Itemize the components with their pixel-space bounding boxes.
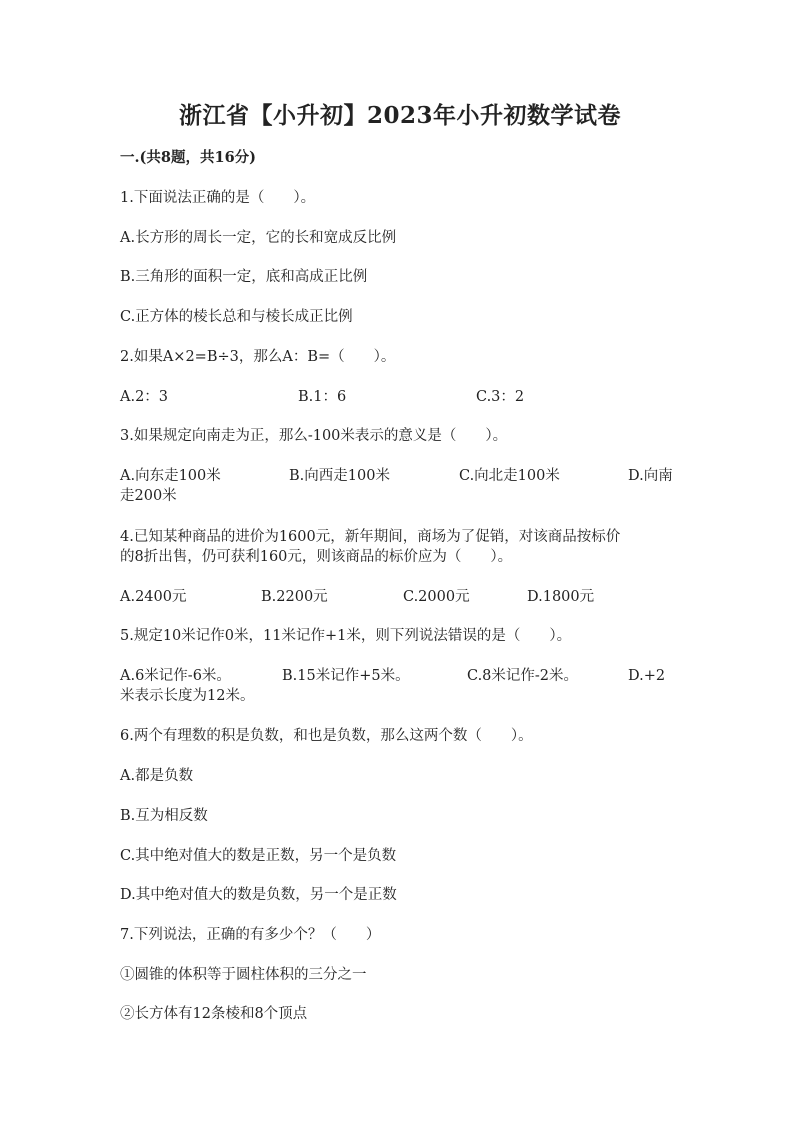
question-3-stem: 3.如果规定向南走为正，那么-100米表示的意义是（ ）。: [120, 428, 508, 444]
question-3-option-b: B.向西走100米: [289, 468, 390, 484]
question-7-stem: 7.下列说法，正确的有多少个？（ ）: [120, 927, 381, 943]
question-6-option-a: A.都是负数: [120, 768, 194, 784]
question-3-option-d: D.向南: [628, 468, 673, 484]
question-6-option-c: C.其中绝对值大的数是正数，另一个是负数: [120, 848, 397, 864]
page-title: 浙江省【小升初】2023年小升初数学试卷: [178, 102, 621, 129]
question-4-stem-line-1: 4.已知某种商品的进价为1600元，新年期间，商场为了促销，对该商品按标价: [120, 529, 621, 545]
question-3-option-c: C.向北走100米: [459, 468, 560, 484]
question-6-option-d: D.其中绝对值大的数是负数，另一个是正数: [120, 887, 397, 903]
question-2-option-a: A.2：3: [120, 389, 169, 405]
question-1-option-b: B.三角形的面积一定，底和高成正比例: [120, 269, 368, 285]
section-heading: 一.(共8题，共16分): [120, 149, 257, 166]
question-6-stem: 6.两个有理数的积是负数，和也是负数，那么这两个数（ ）。: [120, 728, 533, 744]
question-2-stem: 2.如果A×2=B÷3，那么A：B=（ ）。: [120, 349, 396, 365]
question-6-option-b: B.互为相反数: [120, 808, 208, 824]
question-5-option-d-continued: 米表示长度为12米。: [120, 688, 255, 704]
question-1-option-a: A.长方形的周长一定，它的长和宽成反比例: [120, 230, 397, 246]
question-5-option-a: A.6米记作-6米。: [120, 668, 231, 684]
question-3-option-d-continued: 走200米: [120, 488, 177, 504]
question-7-statement-1: ①圆锥的体积等于圆柱体积的三分之一: [120, 967, 367, 983]
question-5-option-b: B.15米记作+5米。: [282, 668, 410, 684]
question-4-option-b: B.2200元: [261, 589, 328, 605]
question-5-option-c: C.8米记作-2米。: [467, 668, 579, 684]
question-4-option-a: A.2400元: [120, 589, 187, 605]
question-7-statement-2: ②长方体有12条棱和8个顶点: [120, 1006, 308, 1022]
question-1-stem: 1.下面说法正确的是（ ）。: [120, 190, 316, 206]
question-5-option-d: D.+2: [628, 668, 666, 684]
question-2-option-c: C.3：2: [476, 389, 525, 405]
question-3-option-a: A.向东走100米: [120, 468, 221, 484]
question-4-stem-line-2: 的8折出售，仍可获利160元，则该商品的标价应为（ ）。: [120, 549, 513, 565]
question-1-option-c: C.正方体的棱长总和与棱长成正比例: [120, 309, 353, 325]
question-5-stem: 5.规定10米记作0米，11米记作+1米，则下列说法错误的是（ ）。: [120, 628, 572, 644]
question-2-option-b: B.1：6: [298, 389, 347, 405]
question-4-option-d: D.1800元: [527, 589, 595, 605]
question-4-option-c: C.2000元: [403, 589, 470, 605]
